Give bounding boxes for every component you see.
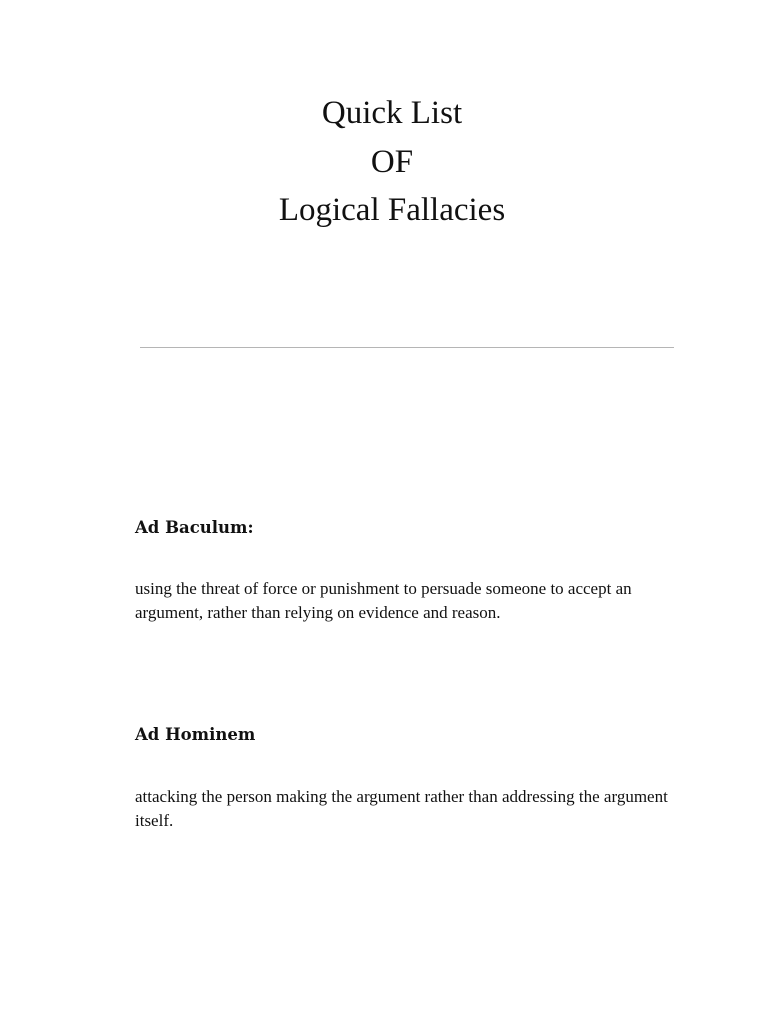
title-line-3: Logical Fallacies: [278, 192, 506, 228]
fallacy-term-ad-baculum: Ad Baculum:: [135, 518, 254, 537]
horizontal-divider: [140, 347, 674, 348]
fallacy-definition-ad-hominem: attacking the person making the argument rather than addressing the argument itself.: [135, 787, 668, 830]
title-line-2: OF: [370, 144, 414, 180]
fallacy-definition-ad-baculum: using the threat of force or punishment to persuade someone to accept an argument, rather than relying on evidence and reason.: [135, 579, 632, 622]
fallacy-term-ad-hominem: Ad Hominem: [135, 725, 256, 744]
title-line-1: Quick List: [321, 95, 463, 131]
